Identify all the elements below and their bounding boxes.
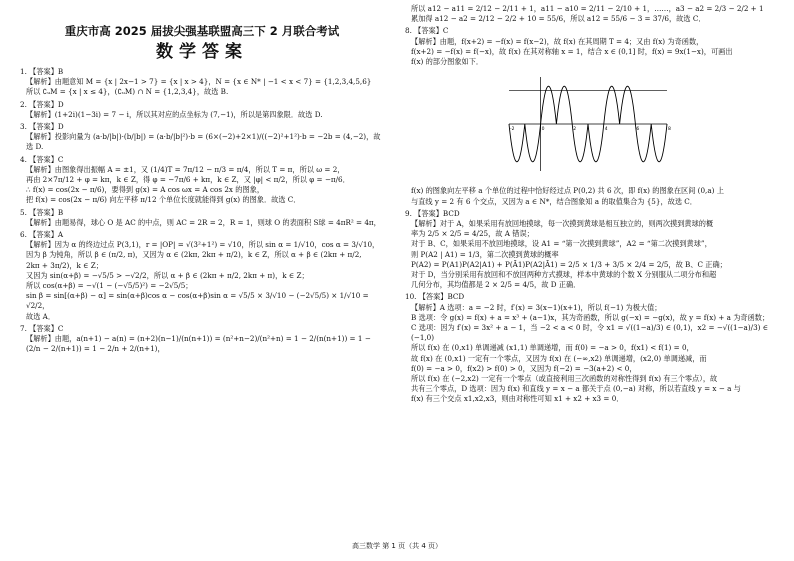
answer-line [18, 122, 386, 132]
answer-line [403, 292, 781, 302]
x-tick-label: 6 [636, 127, 640, 133]
question-number: 8. [405, 26, 415, 36]
question-number: 2. [20, 99, 30, 109]
answer-label: 【答案】B [29, 67, 64, 76]
left-questions [18, 67, 386, 354]
graph-svg [503, 71, 673, 179]
solution-line: 所以 f(x) 在 (−2,x2) 一定有一个零点（或直接利用三次函数的对称性得到 f(x) 有三个零点），故 [411, 374, 718, 384]
question-number: 3. [20, 122, 30, 132]
question-block [18, 208, 386, 228]
answer-label: 【答案】BCD [418, 292, 465, 302]
answer-label: 【答案】D [29, 99, 64, 109]
solution-line: 所以 ∁ᵤM = {x | x ≤ 4}，(∁ᵤM) ∩ N = {1,2,3,4}，故选 B. [26, 87, 229, 97]
solution-line: 所以 cos(α+β) = −√(1 − (−√5/5)²) = −2√5/5； [26, 281, 193, 291]
solution-line: 【解析】由题意知 M = {x | 2x−1 > 7} = {x | x > 4}，N = {x ∈ N* | −1 < x < 7} = {1,2,3,4,5,6} [26, 77, 372, 87]
solution-line: 故选 A． [26, 311, 56, 321]
answer-label: 【答案】D [29, 122, 64, 132]
solution-line: f(x) 有三个交点 x1,x2,x3，则由对称性可知 x1 + x2 + x3 = 0． [411, 394, 624, 404]
question-number: 5. [20, 207, 30, 217]
solution-line: f(x) 的部分图象如下． [411, 57, 484, 67]
solution-line: 累加得 a12 − a2 = 2/12 − 2/2 + 10 = 55/6，所以 a12 = 55/6 − 3 = 37/6，故选 C． [411, 14, 706, 24]
question-number: 7. [20, 323, 30, 333]
x-tick-label: 8 [668, 127, 671, 133]
x-tick-label: 0 [541, 127, 545, 133]
right-column [403, 0, 781, 405]
question-block [18, 230, 386, 322]
answer-label: 【答案】C [29, 323, 64, 333]
solution-line: B 选项：令 g(x) = f(x) + a = x³ + (a−1)x，其为奇函数，所以 g(−x) = −g(x)，故 y = f(x) + a 为奇函数； [411, 312, 770, 322]
q7-continued [403, 4, 781, 24]
solution-line: C 选项：因为 f′(x) = 3x² + a − 1，当 −2 < a < 0 时，令 x1 = √((1−a)/3) ∈ (0,1)，x2 = −√((1−a)/3) ∈ (−1,0) [411, 323, 769, 343]
solution-line: 【解析】因为 α 的终边过点 P(3,1)，r = |OP| = √(3²+1²) = √10，所以 sin α = 1/√10，cos α = 3/√10， [26, 240, 380, 250]
solution-line: 【解析】由题，f(x+2) = −f(x) = f(x−2)，故 f(x) 在其周期 T = 4；又由 f(x) 为奇函数， [411, 36, 704, 46]
question-block [18, 100, 386, 120]
solution-line: 又因为 sin(α+β) = −√5/5 > −√2/2，所以 α + β ∈ (2kπ + π/2, 2kπ + π)，k ∈ Z； [26, 270, 309, 280]
solution-line: 2kπ + 3π/2)，k ∈ Z； [26, 260, 103, 270]
solution-line: 【解析】由题，a(n+1) − a(n) = (n+2)(n−1)/(n(n+1)) = (n²+n−2)/(n²+n) = 1 − 2/(n(n+1)) = 1 − (2/n − 2/(n+1)) = 1 − 2/n + 2/(n+1)， [26, 334, 371, 354]
question-block [18, 122, 386, 153]
answer-label: 【答案】A [29, 230, 64, 240]
solution-line: 【解析】投影向量为 (a·b/|b|)·(b/|b|) = (a·b/|b|²)·b = (6×(−2)+2×1)/((−2)²+1²)·b = −2b = (4,−2)，故选 D. [26, 132, 381, 152]
solution-line: 【解析】由题易得，球心 O 是 AC 的中点，则 AC = 2R = 2，R = 1，则球 O 的表面积 S球 = 4πR² = 4π， [26, 217, 381, 227]
solution-line: 率为 2/5 × 2/5 = 4/25，故 A 错误； [411, 229, 534, 239]
page-title: 重庆市高 2025 届拔尖强基联盟高三下 2 月联合考试 [64, 24, 340, 38]
question-number: 9. [405, 208, 415, 218]
solution-line: 再由 2×7π/12 + φ = kπ，k ∈ Z，得 φ = −7π/6 + kπ，k ∈ Z，又 |φ| < π/2，所以 φ = −π/6． [26, 175, 350, 185]
answer-label: 【答案】C [414, 26, 449, 36]
question-number: 1. [20, 67, 30, 76]
question-8 [403, 26, 781, 67]
question-block [403, 26, 781, 67]
page-subtitle: 数学答案 [156, 42, 248, 62]
question-block [18, 67, 386, 98]
solution-line: 共有三个零点，D 选项：因为 f(x) 和直线 y = x − a 都关于点 (0,−a) 对称，所以若直线 y = x − a 与 [411, 384, 741, 394]
answer-line [18, 230, 386, 240]
answer-line [18, 324, 386, 334]
solution-line: 则 P(A2 | A1) = 1/3，第二次摸到黄球的概率 [411, 249, 559, 259]
solution-line: 因为 β 为钝角，所以 β ∈ (π/2, π)，又因为 α ∈ (2kπ, 2kπ + π/2)，k ∈ Z，所以 α + β ∈ (2kπ + π/2, [26, 250, 362, 260]
solution-line: 【解析】A 选项：a = −2 时，f′(x) = 3(x−1)(x+1)，所以 f(−1) 为极大值； [411, 302, 662, 312]
solution-line: 与直线 y = 2 有 6 个交点，又因为 a ∈ N*，结合图象知 a 的取值集合为 {5}，故选 C． [411, 196, 697, 206]
solution-line: 【解析】对于 A，如果采用有放回地摸球，每一次摸到黄球是相互独立的，则两次摸到黄球的概 [411, 219, 714, 229]
solution-line: 【解析】由图象得出振幅 A = ±1，又 (1/4)T = 7π/12 − π/3 = π/4，所以 T = π，所以 ω = 2， [26, 164, 345, 174]
page-footer: 高三数学 第 1 页（共 4 页） [351, 542, 443, 550]
answer-label: 【答案】C [29, 154, 64, 164]
solution-line: 故 f(x) 在 (0,x1) 一定有一个零点，又因为 f(x) 在 (−∞,x2) 单调递增，(x2,0) 单调递减，而 [411, 353, 707, 363]
answer-line [18, 208, 386, 218]
question-block [403, 209, 781, 291]
x-tick-label: 4 [604, 127, 608, 133]
solution-line: ∴ f(x) = cos(2x − π/6)，要得到 g(x) = A cos ωx = A cos 2x 的图象， [26, 185, 265, 195]
answer-label: 【答案】B [29, 207, 64, 217]
question-block [403, 292, 781, 404]
question-9 [403, 209, 781, 291]
x-tick-label: 2 [573, 127, 577, 133]
solution-line: 【解析】(1+2i)(1−3i) = 7 − i，所以其对应的点坐标为 (7,−1)，所以是第四象限．故选 D. [26, 109, 323, 119]
answer-line [403, 26, 781, 36]
solution-line: 对于 D，当分别采用有放回和不放回两种方式摸球，样本中黄球的个数 X 分别服从二项分布和超 [411, 270, 717, 280]
question-number: 4. [20, 154, 30, 164]
solution-line: P(A2) = P(A1)P(A2|A1) + P(Ā1)P(A2|Ā1) = 2/5 × 1/3 + 3/5 × 2/4 = 2/5，故 B、C 正确； [411, 259, 727, 269]
answer-label: 【答案】BCD [414, 208, 460, 218]
solution-line: sin β = sin[(α+β) − α] = sin(α+β)cos α − cos(α+β)sin α = √5/5 × 3/√10 − (−2√5/5) × 1/√10 = √2/2， [26, 291, 369, 311]
answer-line [18, 100, 386, 110]
solution-line: 所以 a12 − a11 = 2/12 − 2/11 + 1，a11 − a10 = 2/11 − 2/10 + 1，……，a3 − a2 = 2/3 − 2/2 + 1 [411, 4, 764, 13]
solution-line: 对于 B、C，如果采用不放回地摸球，设 A1 = “第一次摸到黄球”，A2 = “第二次摸到黄球”， [411, 239, 712, 249]
question-number: 6. [20, 230, 30, 240]
solution-line: 所以 f(x) 在 (0,x1) 单调递减 (x1,1) 单调递增，而 f(0) = −a > 0，f(x1) < f(1) = 0， [411, 343, 694, 353]
question-8-conclusion [403, 186, 781, 206]
question-block [18, 155, 386, 206]
solution-line: f(x) 的图象向左平移 a 个单位的过程中恰好经过点 P(0,2) 共 6 次，即 f(x) 的图象在区间 (0,a) 上 [411, 186, 724, 196]
question-number: 10. [405, 292, 419, 302]
solution-line: 几何分布，其均值都是 2 × 2/5 = 4/5，故 D 正确． [411, 280, 581, 290]
solution-line: 把 f(x) = cos(2x − π/6) 向左平移 π/12 个单位长度就能得到 g(x) 的图象．故选 C． [26, 195, 301, 205]
function-graph [503, 71, 781, 182]
answer-line [403, 209, 781, 219]
solution-line: f(x+2) = −f(x) = f(−x)，故 f(x) 在其对称轴 x = 1，结合 x ∈ (0,1] 时，f(x) = 9x(1−x)，可画出 [411, 46, 733, 56]
question-10 [403, 292, 781, 404]
question-block [18, 324, 386, 355]
answer-line [18, 155, 386, 165]
left-column [18, 0, 386, 354]
answer-line [18, 67, 386, 77]
solution-line: f(0) = −a > 0，f(x2) > f(0) > 0，又因为 f(−2) = −3(a+2) < 0， [411, 363, 637, 373]
x-tick-label: -2 [510, 127, 515, 133]
